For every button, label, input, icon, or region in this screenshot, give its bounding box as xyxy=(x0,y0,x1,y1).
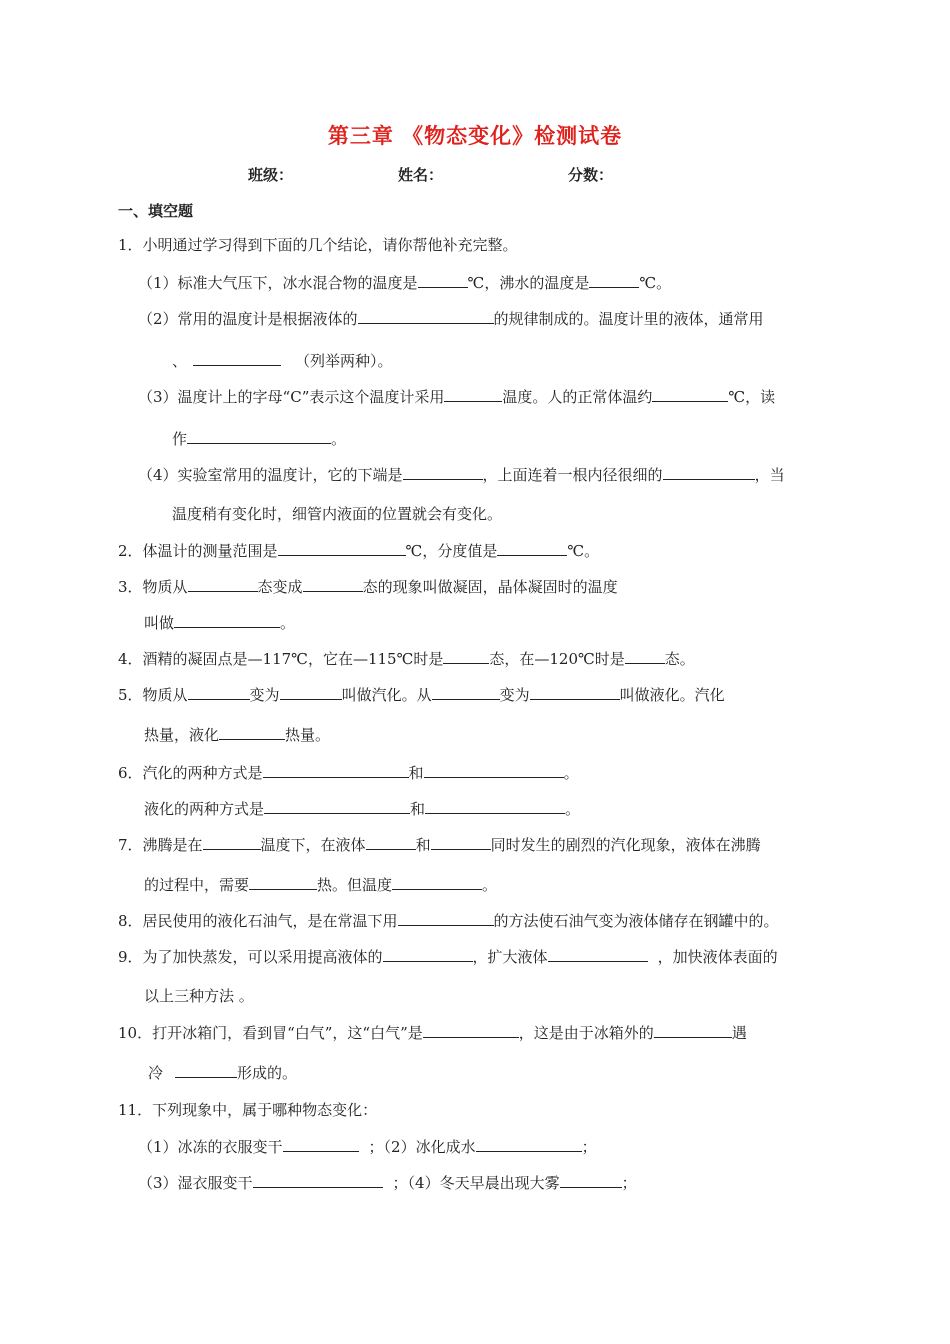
question-10-cont xyxy=(148,1062,297,1083)
question-11-row2 xyxy=(138,1172,637,1193)
text: ，扩大液体 xyxy=(472,948,548,966)
text: 4．酒精的凝固点是—117℃，它在—115℃时是 xyxy=(118,650,444,668)
text: （1）标准大气压下，冰水混合物的温度是 xyxy=(138,274,418,292)
answer-blank[interactable] xyxy=(548,946,648,962)
answer-blank[interactable] xyxy=(283,1136,359,1152)
answer-blank[interactable] xyxy=(560,1172,622,1188)
answer-blank[interactable] xyxy=(187,428,331,444)
text: 的过程中，需要 xyxy=(144,876,250,894)
answer-blank[interactable] xyxy=(175,1062,237,1078)
answer-blank[interactable] xyxy=(280,684,342,700)
name-label: 姓名： xyxy=(398,166,444,184)
text: （3）湿衣服变干 xyxy=(138,1174,253,1192)
text: 态变成 xyxy=(257,578,303,596)
text: 9．为了加快蒸发，可以采用提高液体的 xyxy=(118,948,383,966)
text: （1）冰冻的衣服变干 xyxy=(138,1138,283,1156)
text: 热量，液化 xyxy=(144,726,220,744)
text: 温度。人的正常体温约 xyxy=(502,388,653,406)
question-9 xyxy=(118,946,778,967)
question-3-cont xyxy=(144,612,295,633)
text: 。 xyxy=(565,800,581,818)
text: ℃，读 xyxy=(728,388,776,406)
text: 。 xyxy=(563,764,579,782)
answer-blank[interactable] xyxy=(418,272,468,288)
answer-blank[interactable] xyxy=(652,386,728,402)
text: ；（2）冰化成水 xyxy=(368,1138,476,1156)
text: ，加快液体表面的 xyxy=(657,948,778,966)
answer-blank[interactable] xyxy=(249,874,317,890)
q1-part3 xyxy=(138,386,775,407)
answer-blank[interactable] xyxy=(403,464,483,480)
q1-part2-cont xyxy=(172,350,393,371)
text: ；（4）冬天早晨出现大雾 xyxy=(392,1174,560,1192)
question-3 xyxy=(118,576,618,597)
text: 液化的两种方式是 xyxy=(144,800,265,818)
text: ，当 xyxy=(754,466,785,484)
text: 遇 xyxy=(731,1024,747,1042)
question-11-row1 xyxy=(138,1136,597,1157)
answer-blank[interactable] xyxy=(654,1022,732,1038)
text: 热。但温度 xyxy=(317,876,393,894)
question-5 xyxy=(118,684,725,705)
text: （列举两种）。 xyxy=(295,352,393,370)
text: ； xyxy=(621,1174,637,1192)
text: 叫做液化。汽化 xyxy=(619,686,725,704)
text: 。 xyxy=(482,876,498,894)
text: ，上面连着一根内径很细的 xyxy=(482,466,663,484)
answer-blank[interactable] xyxy=(188,576,258,592)
answer-blank[interactable] xyxy=(263,762,409,778)
q1-part3-cont xyxy=(172,428,346,449)
text: 态。 xyxy=(664,650,695,668)
text: 和 xyxy=(408,764,424,782)
text: 的方法使石油气变为液体储存在钢罐中的。 xyxy=(493,912,779,930)
answer-blank[interactable] xyxy=(476,1136,582,1152)
text: ℃。 xyxy=(567,542,600,560)
text: （2）常用的温度计是根据液体的 xyxy=(138,310,358,328)
text: ℃，沸水的温度是 xyxy=(467,274,590,292)
answer-blank[interactable] xyxy=(278,540,406,556)
q1-part4 xyxy=(138,464,785,485)
answer-blank[interactable] xyxy=(398,910,494,926)
text: 叫做 xyxy=(144,614,175,632)
answer-blank[interactable] xyxy=(443,648,489,664)
answer-blank[interactable] xyxy=(174,612,280,628)
text: 2．体温计的测量范围是 xyxy=(118,542,278,560)
text: 态，在—120℃时是 xyxy=(489,650,625,668)
text: 的规律制成的。温度计里的液体，通常用 xyxy=(493,310,764,328)
q1-part2 xyxy=(138,308,764,329)
answer-blank[interactable] xyxy=(264,798,410,814)
answer-blank[interactable] xyxy=(203,834,261,850)
answer-blank[interactable] xyxy=(219,724,285,740)
text: 8．居民使用的液化石油气，是在常温下用 xyxy=(118,912,398,930)
class-label: 班级： xyxy=(248,166,294,184)
answer-blank[interactable] xyxy=(424,762,564,778)
text: ℃，分度值是 xyxy=(405,542,498,560)
answer-blank[interactable] xyxy=(431,834,491,850)
q1-part1 xyxy=(138,272,671,293)
text: 冷 xyxy=(148,1064,164,1082)
answer-blank[interactable] xyxy=(253,1172,383,1188)
answer-blank[interactable] xyxy=(193,350,281,366)
text: 和 xyxy=(415,836,431,854)
text: 变为 xyxy=(499,686,530,704)
score-label: 分数： xyxy=(568,166,614,184)
answer-blank[interactable] xyxy=(423,1022,519,1038)
question-6 xyxy=(118,762,579,783)
answer-blank[interactable] xyxy=(432,684,500,700)
text: 态的现象叫做凝固，晶体凝固时的温度 xyxy=(362,578,618,596)
text: 和 xyxy=(410,800,426,818)
text: 5．物质从 xyxy=(118,686,188,704)
text: ； xyxy=(581,1138,597,1156)
answer-blank[interactable] xyxy=(625,648,665,664)
answer-blank[interactable] xyxy=(589,272,639,288)
text: 3．物质从 xyxy=(118,578,188,596)
answer-blank[interactable] xyxy=(392,874,482,890)
answer-blank[interactable] xyxy=(530,684,620,700)
text: ，这是由于冰箱外的 xyxy=(518,1024,654,1042)
answer-blank[interactable] xyxy=(303,576,363,592)
text: 温度下，在液体 xyxy=(260,836,366,854)
text: ℃。 xyxy=(639,274,672,292)
section-heading: 一、填空题 xyxy=(118,202,194,220)
text: 。 xyxy=(331,430,347,448)
text: 。 xyxy=(280,614,296,632)
text: 形成的。 xyxy=(237,1064,298,1082)
answer-blank[interactable] xyxy=(383,946,473,962)
text: 作 xyxy=(172,430,188,448)
question-5-cont xyxy=(144,724,330,745)
answer-blank[interactable] xyxy=(366,834,416,850)
answer-blank[interactable] xyxy=(425,798,565,814)
answer-blank[interactable] xyxy=(358,308,494,324)
text: 6．汽化的两种方式是 xyxy=(118,764,263,782)
text: 、 xyxy=(172,352,188,370)
text: 变为 xyxy=(249,686,280,704)
page-title: 第三章 《物态变化》检测试卷 xyxy=(327,124,623,148)
question-10 xyxy=(118,1022,747,1043)
q1-part4-cont: 温度稍有变化时，细管内液面的位置就会有变化。 xyxy=(172,505,503,523)
question-8 xyxy=(118,910,779,931)
answer-blank[interactable] xyxy=(497,540,567,556)
text: 热量。 xyxy=(285,726,331,744)
question-7-cont xyxy=(144,874,497,895)
question-6-cont xyxy=(144,798,580,819)
question-2 xyxy=(118,540,599,561)
answer-blank[interactable] xyxy=(188,684,250,700)
text: （4）实验室常用的温度计，它的下端是 xyxy=(138,466,403,484)
text: 7．沸腾是在 xyxy=(118,836,203,854)
answer-blank[interactable] xyxy=(444,386,502,402)
question-4 xyxy=(118,648,695,669)
text: 同时发生的剧烈的汽化现象，液体在沸腾 xyxy=(490,836,761,854)
answer-blank[interactable] xyxy=(663,464,755,480)
text: 叫做汽化。从 xyxy=(341,686,432,704)
text: 10．打开冰箱门，看到冒“白气”，这“白气”是 xyxy=(118,1024,423,1042)
text: （3）温度计上的字母“C”表示这个温度计采用 xyxy=(138,388,445,406)
question-11-stem: 11．下列现象中，属于哪种物态变化： xyxy=(118,1101,378,1119)
question-9-cont: 以上三种方法 。 xyxy=(144,987,254,1005)
question-7 xyxy=(118,834,761,855)
question-1-stem: 1．小明通过学习得到下面的几个结论，请你帮他补充完整。 xyxy=(118,236,518,254)
